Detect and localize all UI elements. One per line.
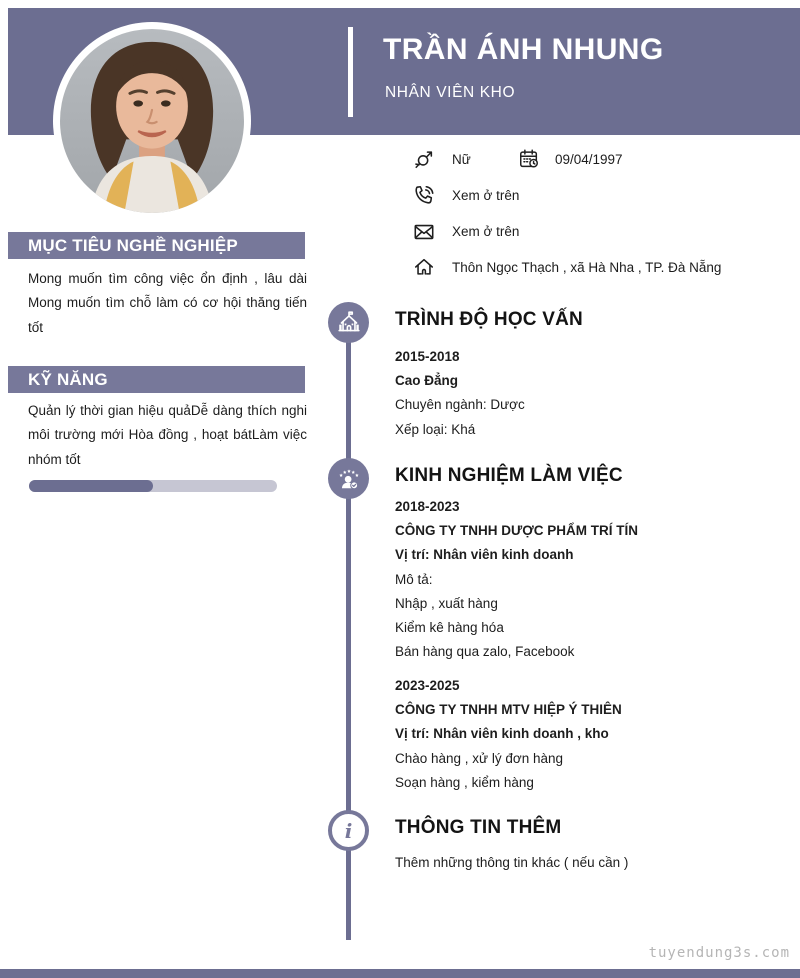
address-value: Thôn Ngọc Thạch , xã Hà Nha , TP. Đà Nẵng <box>452 260 722 275</box>
detail-line: Vị trí: Nhân viên kinh doanh , kho <box>395 726 609 742</box>
experience-job-1 <box>395 495 790 664</box>
phone-value: Xem ở trên <box>452 188 520 203</box>
detail-line: Nhập , xuất hàng <box>395 595 498 611</box>
detail-line: Mô tả: <box>395 571 433 587</box>
detail-line: Chuyên ngành: Dược <box>395 397 525 413</box>
birthday-value: 09/04/1997 <box>555 152 623 167</box>
gender-icon <box>413 148 435 170</box>
info-icon: i <box>328 810 369 851</box>
detail-line: Chào hàng , xử lý đơn hàng <box>395 750 563 766</box>
bottom-accent-bar <box>0 969 800 978</box>
section-title-education: TRÌNH ĐỘ HỌC VẤN <box>395 309 583 330</box>
calendar-icon <box>518 148 540 170</box>
objective-text: Mong muốn tìm công việc ổn định , lâu dài Mong muốn tìm chỗ làm có cơ hội thăng tiến tốt <box>28 271 307 335</box>
detail-line: Vị trí: Nhân viên kinh doanh <box>395 547 574 563</box>
more-info-details <box>395 851 790 875</box>
detail-line: CÔNG TY TNHH DƯỢC PHẨM TRÍ TÍN <box>395 523 638 539</box>
portrait-illustration <box>60 29 244 213</box>
email-value: Xem ở trên <box>452 224 520 239</box>
profile-photo-frame <box>53 22 251 220</box>
watermark: tuyendung3s.com <box>648 945 790 961</box>
section-title-experience: KINH NGHIỆM LÀM VIỆC <box>395 465 623 486</box>
detail-line: 2023-2025 <box>395 678 460 693</box>
candidate-job-title: NHÂN VIÊN KHO <box>385 84 516 101</box>
detail-line: Thêm những thông tin khác ( nếu cần ) <box>395 855 629 870</box>
detail-line: Bán hàng qua zalo, Facebook <box>395 644 575 660</box>
experience-icon <box>328 458 369 499</box>
name-accent-bar <box>348 27 353 117</box>
detail-line: Kiểm kê hàng hóa <box>395 620 504 636</box>
section-header-objective: MỤC TIÊU NGHỀ NGHIỆP <box>8 232 305 259</box>
section-header-skills: KỸ NĂNG <box>8 366 305 393</box>
gender-value: Nữ <box>452 152 471 167</box>
home-icon <box>413 256 435 278</box>
detail-line: Cao Đẳng <box>395 373 459 389</box>
detail-line: CÔNG TY TNHH MTV HIỆP Ý THIÊN <box>395 702 622 718</box>
experience-job-2 <box>395 674 790 795</box>
education-icon <box>328 302 369 343</box>
detail-line: 2015-2018 <box>395 349 460 364</box>
candidate-name: TRẦN ÁNH NHUNG <box>383 33 664 66</box>
skill-progress-track <box>29 480 277 492</box>
skills-text: Quản lý thời gian hiệu quảDễ dàng thích nghi môi trường mới Hòa đồng , hoạt bátLàm việc nhóm tốt <box>28 403 307 467</box>
detail-line: Xếp loại: Khá <box>395 421 476 437</box>
detail-line: 2018-2023 <box>395 499 460 514</box>
phone-icon <box>413 184 435 206</box>
email-icon <box>413 221 435 243</box>
skill-progress-fill <box>29 480 153 492</box>
education-details <box>395 345 790 442</box>
profile-photo <box>60 29 244 213</box>
detail-line: Soạn hàng , kiểm hàng <box>395 774 534 790</box>
section-title-more-info: THÔNG TIN THÊM <box>395 817 562 838</box>
